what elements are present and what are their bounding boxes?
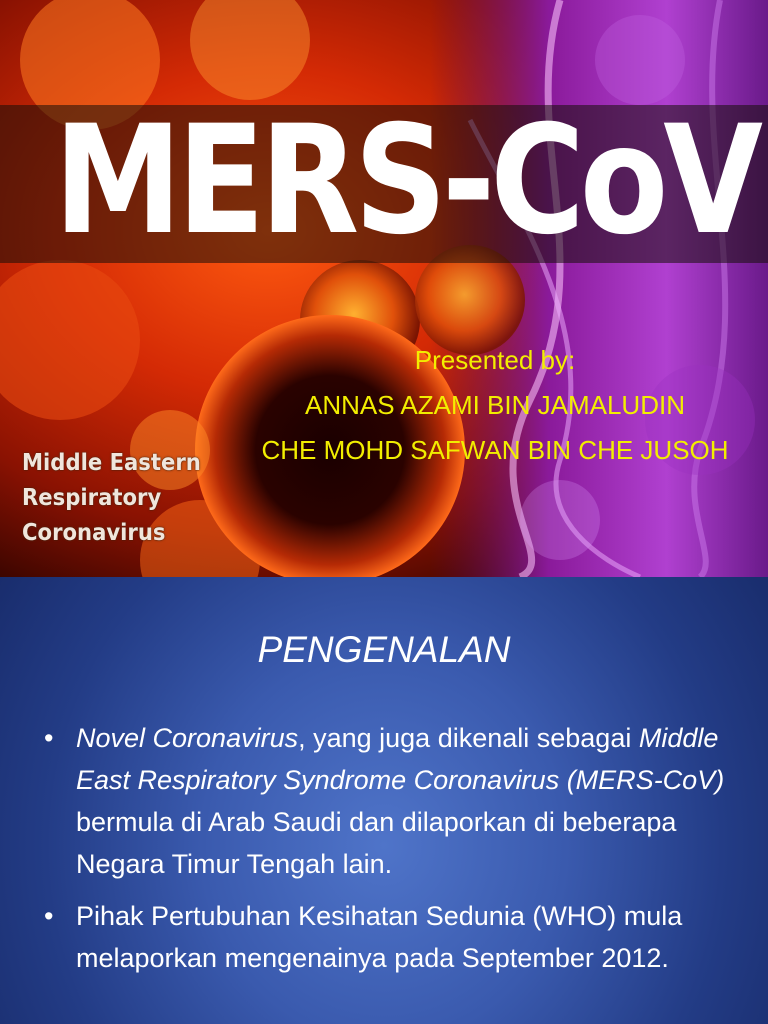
bullet-item [44,895,744,979]
slide-title: PENGENALAN [257,629,511,670]
content-slide [0,577,768,1024]
subtitle-line: Middle Eastern [22,450,201,476]
subtitle-line: Respiratory [22,485,162,511]
subtitle-logo [22,446,201,551]
bullet-text-italic: Middle East Respiratory Syndrome Coronavirus (MERS-CoV) [76,723,725,795]
bullet-list [44,717,744,989]
bullet-text-italic: Novel Coronavirus [76,723,299,753]
bullet-text-plain: bermula di Arab Saudi dan dilaporkan di beberapa Negara Timur Tengah lain. [76,807,677,879]
bullet-text-plain: , yang juga dikenali sebagai [298,723,639,753]
subtitle-line: Coronavirus [22,520,166,546]
bullet-glyph: • [44,723,54,753]
presented-by-label: Presented by: [414,345,576,375]
presenter-name: ANNAS AZAMI BIN JAMALUDIN [305,390,685,420]
presenters-block [222,338,768,473]
bullet-item [44,717,744,885]
main-title: MERS-CoV [53,94,758,268]
bullet-text: Pihak Pertubuhan Kesihatan Sedunia (WHO) mula melaporkan mengenainya pada September 2012. [76,901,683,973]
bullet-glyph: • [44,901,54,931]
bullet-text [76,723,724,879]
presenter-name: CHE MOHD SAFWAN BIN CHE JUSOH [261,435,729,465]
